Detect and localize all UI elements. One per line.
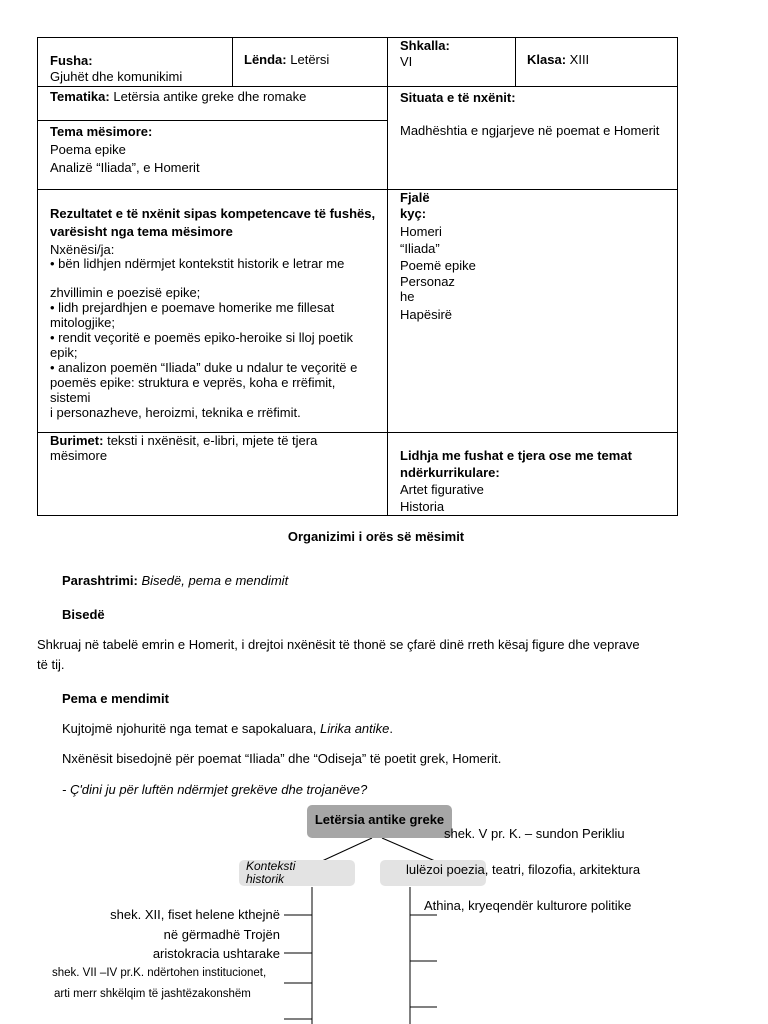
left-item: aristokracia ushtarake [152,946,280,961]
list-item: epik; [50,345,78,360]
bisede-heading: Bisedë [62,607,105,622]
lidhja-item: Historia [400,499,445,514]
tema-line: Poema epike [50,142,126,157]
fusha-label: Fusha: [50,53,93,68]
list-item: zhvillimin e poezisë epike; [50,285,201,300]
burimet-cell: Burimet: teksti i nxënësit, e-libri, mjete të tjera mësimore [50,433,318,463]
bisede-paragraph: Shkruaj në tabelë emrin e Homerit, i drejtoi nxënësit të thonë se çfarë dinë rreth kësaj figure dhe veprave të tij. [37,637,640,672]
list-item: • rendit veçoritë e poemës epiko-heroike si lloj poetik [50,330,353,345]
keyword-item: Homeri [400,224,442,239]
root-node: Letërsia antike greke [307,805,452,838]
keyword-item: Hapësirë [400,307,453,322]
question-text: - Ç'dini ju për luftën ndërmjet grekëve dhe trojanëve? [62,782,368,797]
kujtojme-paragraph: Kujtojmë njohuritë nga temat e sapokaluara, Lirika antike. [62,721,394,736]
tematika-value: Letërsia antike greke dhe romake [113,89,307,104]
lidhja-cell: Lidhja me fushat e tjera ose me temat ndërkurrikulare: Artet figurative Historia [400,448,632,514]
tema-label: Tema mësimore: [50,124,153,139]
list-item: sistemi [50,390,91,405]
rezultatet-sub: Nxënësi/ja: [50,242,115,257]
left-item: në gërmadhë Trojën [163,927,280,942]
fusha-value: Gjuhët dhe komunikimi [50,69,183,84]
left-item: shek. VII –IV pr.K. ndërtohen institucionet, [52,967,267,979]
klasa-value: XIII [569,52,590,67]
right-item: Athina, kryeqendër kulturore politike [424,898,632,913]
organizimi-title: Organizimi i orës së mësimit [287,529,465,544]
list-item: mitologjike; [50,315,116,330]
left-item: shek. XII, fiset helene kthejnë [110,907,280,922]
left-node: Konteksti historik [246,859,296,886]
list-item: i personazheve, heroizmi, teknika e rrëfimit. [50,405,301,420]
situata-label: Situata e të nxënit: [400,90,516,105]
fjale-kyc-cell: Fjalë kyç: Homeri “Iliada” Poemë epike Personaz he Hapësirë [400,190,476,322]
list-item: • bën lidhjen ndërmjet kontekstit historik e letrar me [50,256,345,271]
pema-heading: Pema e mendimit [62,691,169,706]
rezultatet-heading: Rezultatet e të nxënit sipas kompetencave të fushës, varësisht nga tema mësimore Nxënësi/ja: [50,206,376,257]
list-item: poemës epike: struktura e veprës, koha e rrëfimit, [50,375,336,390]
root-note: shek. V pr. K. – sundon Perikliu [444,826,625,841]
left-item: arti merr shkëlqim të jashtëzakonshëm [54,988,251,1000]
lenda-label: Lënda: [244,52,287,67]
tema-line: Analizë “Iliada”, e Homerit [50,160,200,175]
tematika-label: Tematika: [50,89,110,104]
lidhja-item: Artet figurative [400,482,484,497]
nxenesit-paragraph: Nxënësit bisedojnë për poemat “Iliada” dhe “Odiseja” të poetit grek, Homerit. [62,751,502,766]
keyword-item: he [400,289,415,304]
shkalla-value: VI [400,54,413,69]
right-node: lulëzoi poezia, teatri, filozofia, arkitektura [406,862,641,877]
keyword-item: Personaz [400,274,455,289]
klasa-label: Klasa: [527,52,567,67]
keyword-item: “Iliada” [400,241,440,256]
burimet-label: Burimet: [50,433,104,448]
situata-value: Madhështia e ngjarjeve në poemat e Homerit [400,123,660,138]
shkalla-label: Shkalla: [400,38,450,53]
list-item: • analizon poemën “Iliada” duke u ndalur te veçoritë e [50,360,358,375]
parashtrimi-line: Parashtrimi: Bisedë, pema e mendimit [62,573,289,588]
burimet-value: teksti i nxënësit, e-libri, mjete të tjera [107,433,318,448]
list-item: • lidh prejardhjen e poemave homerike me fillesat [50,300,335,315]
lenda-value: Letërsi [290,52,330,67]
keyword-item: Poemë epike [400,258,476,273]
